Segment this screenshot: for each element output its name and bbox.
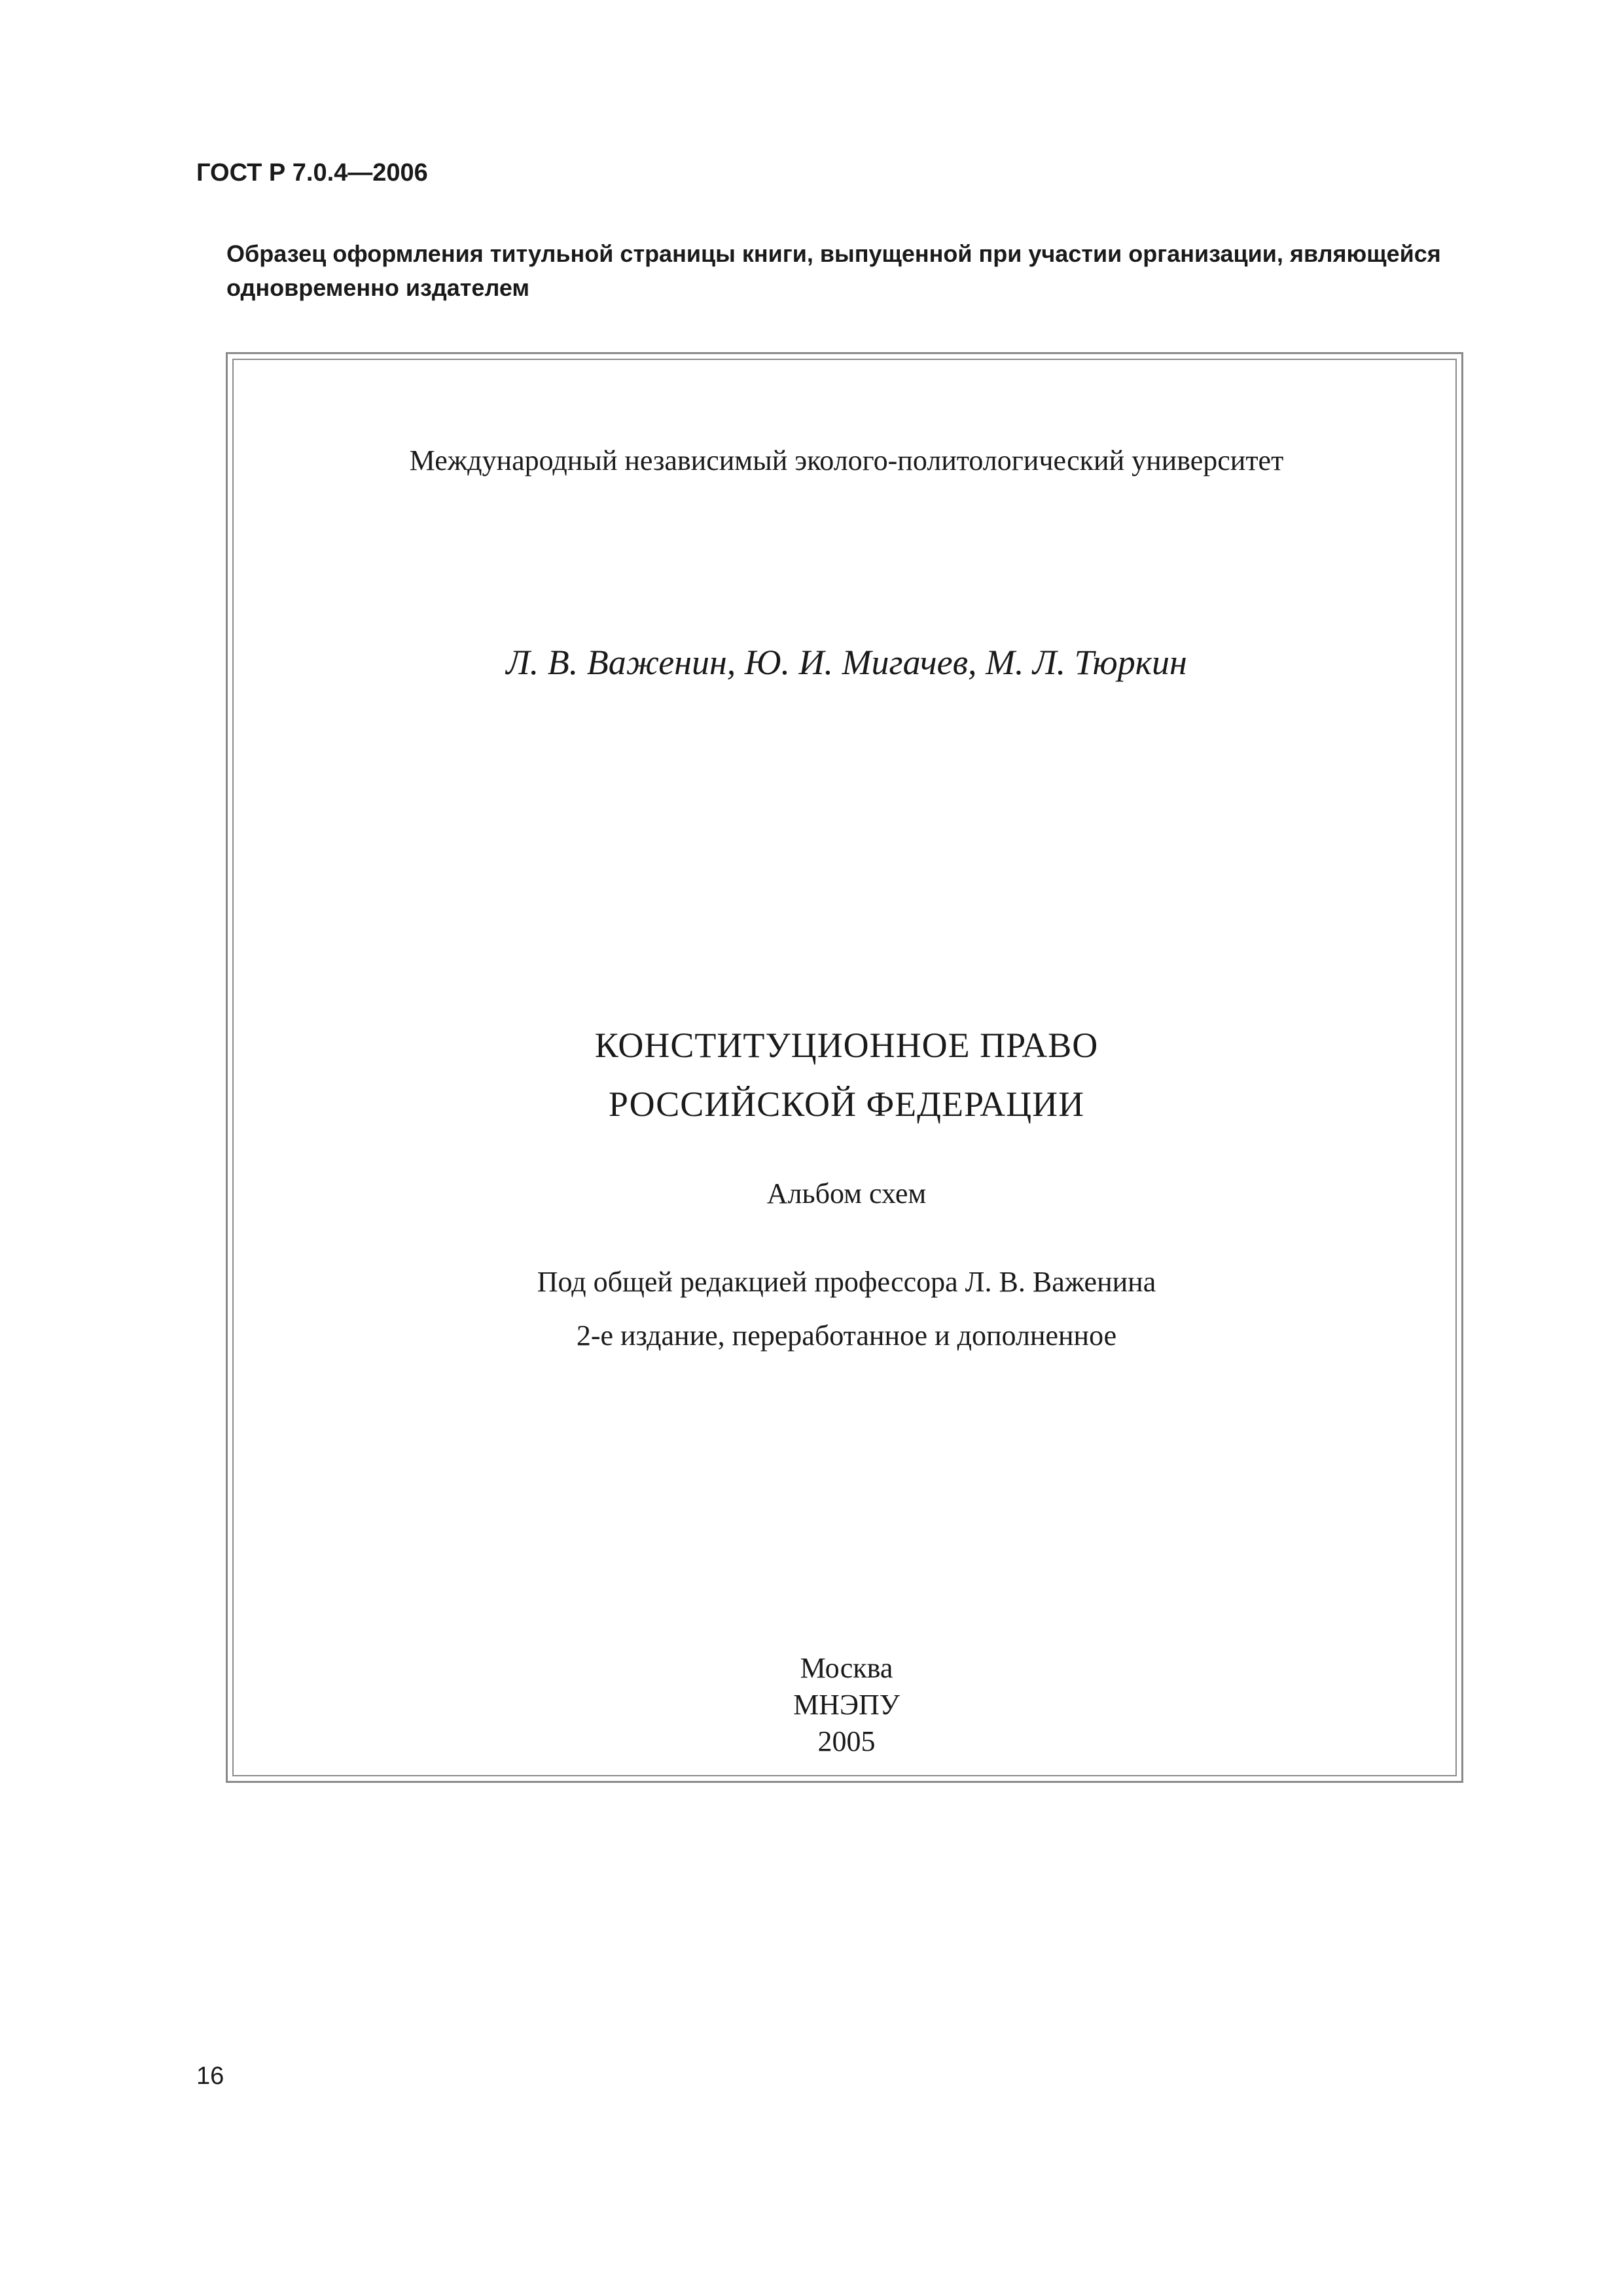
university-name: Международный независимый эколого-политологический университет	[409, 444, 1284, 476]
book-subtitle: Альбом схем	[766, 1177, 927, 1210]
editor-info: Под общей редакцией профессора Л. В. Важенина	[537, 1266, 1156, 1298]
authors: Л. В. Важенин, Ю. И. Мигачев, М. Л. Тюркин	[506, 643, 1187, 682]
figure-caption: Образец оформления титульной страницы книги, выпущенной при участии организации, являющейся одновременно издателем	[226, 240, 1441, 301]
publisher-name: МНЭПУ	[793, 1689, 900, 1721]
inner-frame-border	[232, 359, 1457, 1776]
publication-city: Москва	[800, 1652, 893, 1684]
book-title-line-2: РОССИЙСКОЙ ФЕДЕРАЦИИ	[608, 1085, 1085, 1124]
book-title-line-1: КОНСТИТУЦИОННОЕ ПРАВО	[594, 1026, 1099, 1065]
page-number: 16	[196, 2062, 224, 2090]
standard-designation: ГОСТ Р 7.0.4—2006	[196, 159, 428, 187]
edition-info: 2-е издание, переработанное и дополненное	[576, 1319, 1117, 1352]
publication-year: 2005	[817, 1725, 876, 1757]
title-page-sample-frame	[226, 352, 1463, 1783]
